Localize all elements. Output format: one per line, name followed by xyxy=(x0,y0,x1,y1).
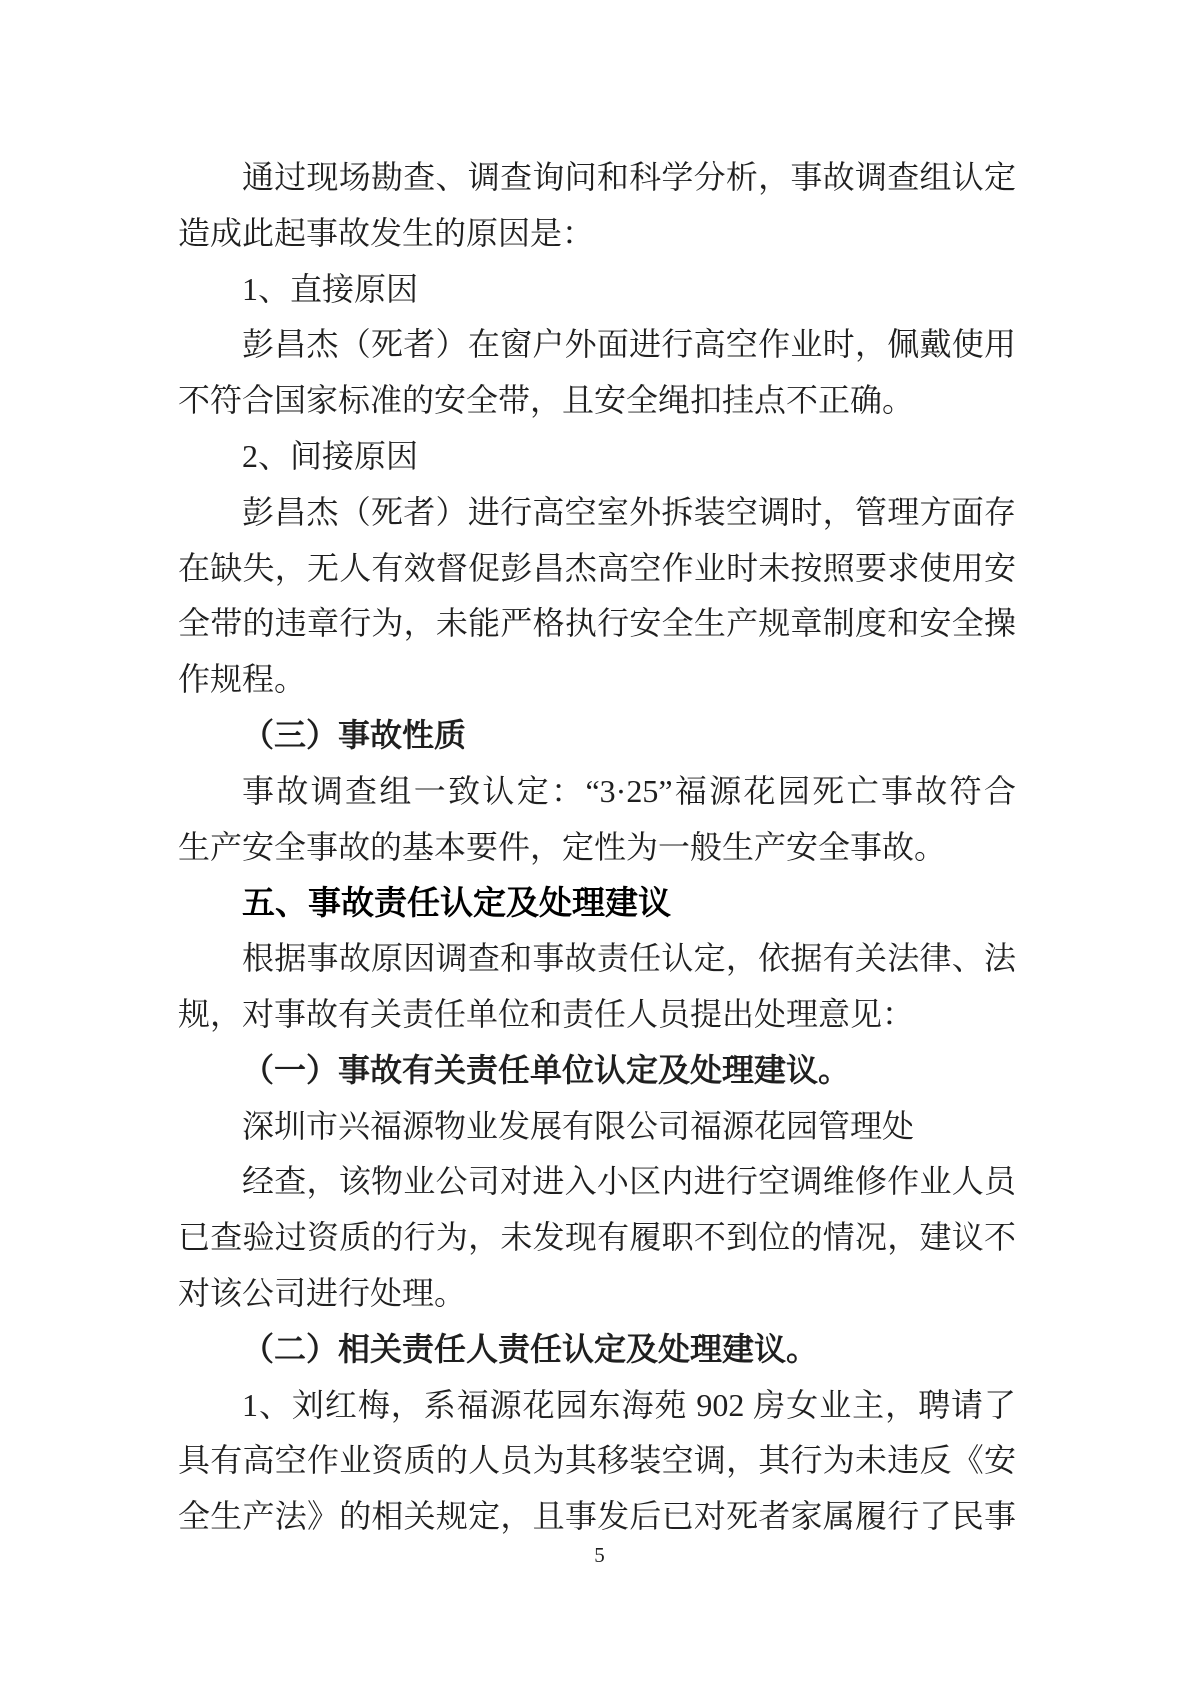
text-line: 深圳市兴福源物业发展有限公司福源花园管理处 xyxy=(242,1107,915,1144)
text-line: 事故调查组一致认定：“3·25”福源花园死亡事故符合 xyxy=(242,772,1016,809)
text-line: 已查验过资质的行为，未发现有履职不到位的情况，建议不 xyxy=(178,1219,1016,1256)
text-line: 2、间接原因 xyxy=(242,437,419,474)
text-line: 造成此起事故发生的原因是： xyxy=(178,214,595,251)
text-line: 在缺失，无人有效督促彭昌杰高空作业时未按照要求使用安 xyxy=(178,549,1016,586)
text-line: 彭昌杰（死者）进行高空室外拆装空调时，管理方面存 xyxy=(242,493,1016,530)
section-heading: 五、事故责任认定及处理建议 xyxy=(242,884,671,922)
page-number: 5 xyxy=(594,1543,605,1567)
text-line: 彭昌杰（死者）在窗户外面进行高空作业时，佩戴使用 xyxy=(242,326,1016,363)
text-line: 通过现场勘查、调查询问和科学分析，事故调查组认定 xyxy=(242,159,1016,195)
subsection-heading: （三）事故性质 xyxy=(242,716,467,753)
text-line: 根据事故原因调查和事故责任认定，依据有关法律、法 xyxy=(242,940,1016,977)
text-line: 对该公司进行处理。 xyxy=(178,1274,467,1311)
text-line: 生产安全事故的基本要件，定性为一般生产安全事故。 xyxy=(178,828,947,865)
text-line: 规，对事故有关责任单位和责任人员提出处理意见： xyxy=(178,995,915,1032)
text-line: 具有高空作业资质的人员为其移装空调，其行为未违反《安 xyxy=(178,1442,1016,1479)
document-body xyxy=(178,150,1016,1545)
text-line: 作规程。 xyxy=(178,661,307,698)
subsection-heading: （一）事故有关责任单位认定及处理建议。 xyxy=(242,1051,851,1088)
text-line: 经查，该物业公司对进入小区内进行空调维修作业人员 xyxy=(242,1163,1016,1200)
subsection-heading: （二）相关责任人责任认定及处理建议。 xyxy=(242,1330,819,1367)
text-line: 1、直接原因 xyxy=(242,270,419,307)
text-line: 全带的违章行为，未能严格执行安全生产规章制度和安全操 xyxy=(178,605,1016,642)
text-line: 全生产法》的相关规定，且事发后已对死者家属履行了民事 xyxy=(178,1498,1016,1535)
text-line: 1、刘红梅，系福源花园东海苑 902 房女业主，聘请了 xyxy=(242,1386,1016,1423)
text-line: 不符合国家标准的安全带，且安全绳扣挂点不正确。 xyxy=(178,382,915,419)
